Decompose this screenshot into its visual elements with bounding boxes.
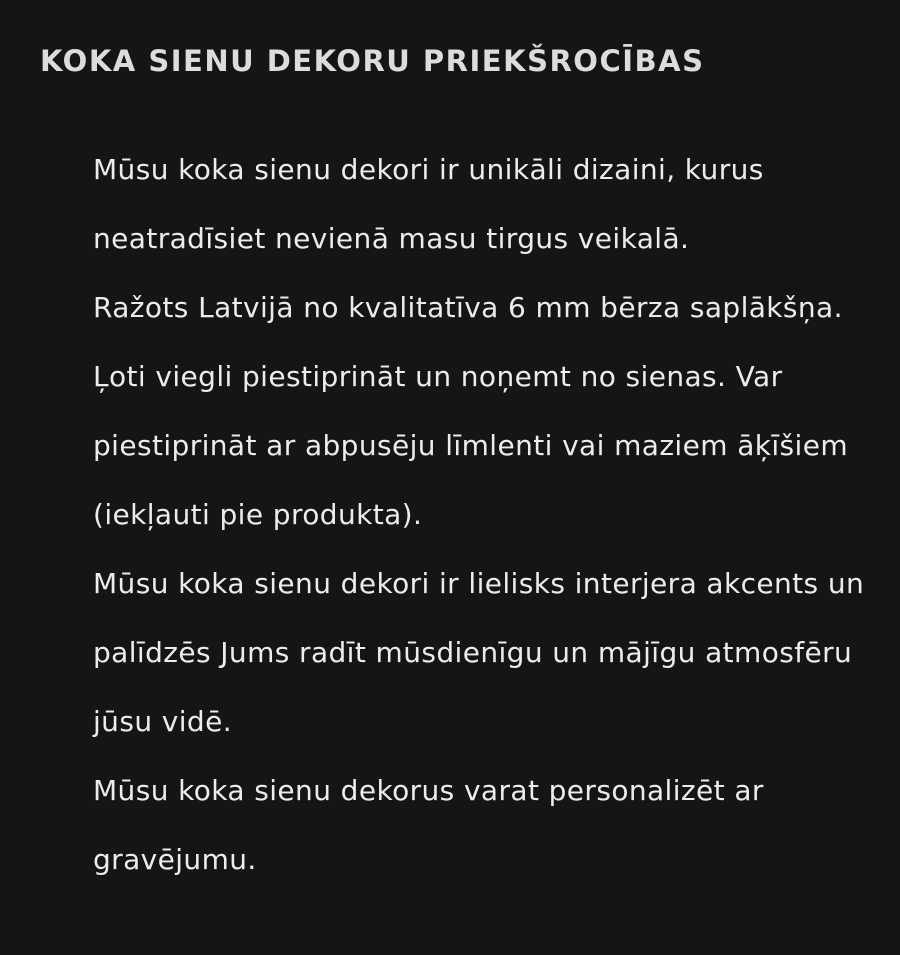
benefit-item-interior-accent: Mūsu koka sienu dekori ir lielisks interjera akcents un palīdzēs Jums radīt mūsdienīgu un mājīgu atmosfēru jūsu vidē. xyxy=(93,567,865,738)
benefit-item-personalization: Mūsu koka sienu dekorus varat personalizēt ar gravējumu. xyxy=(93,774,764,876)
section-heading: KOKA SIENU DEKORU PRIEKŠROCĪBAS xyxy=(40,44,705,78)
benefit-item-made-in-latvia: Ražots Latvijā no kvalitatīva 6 mm bērza saplākšņa. xyxy=(93,291,843,324)
benefit-item-unique-design: Mūsu koka sienu dekori ir unikāli dizaini, kurus neatradīsiet nevienā masu tirgus veikalā. xyxy=(93,153,764,255)
benefits-list xyxy=(93,135,883,894)
benefit-item-easy-mounting: Ļoti viegli piestiprināt un noņemt no sienas. Var piestiprināt ar abpusēju līmlenti vai maziem āķīšiem (iekļauti pie produkta). xyxy=(93,360,849,531)
